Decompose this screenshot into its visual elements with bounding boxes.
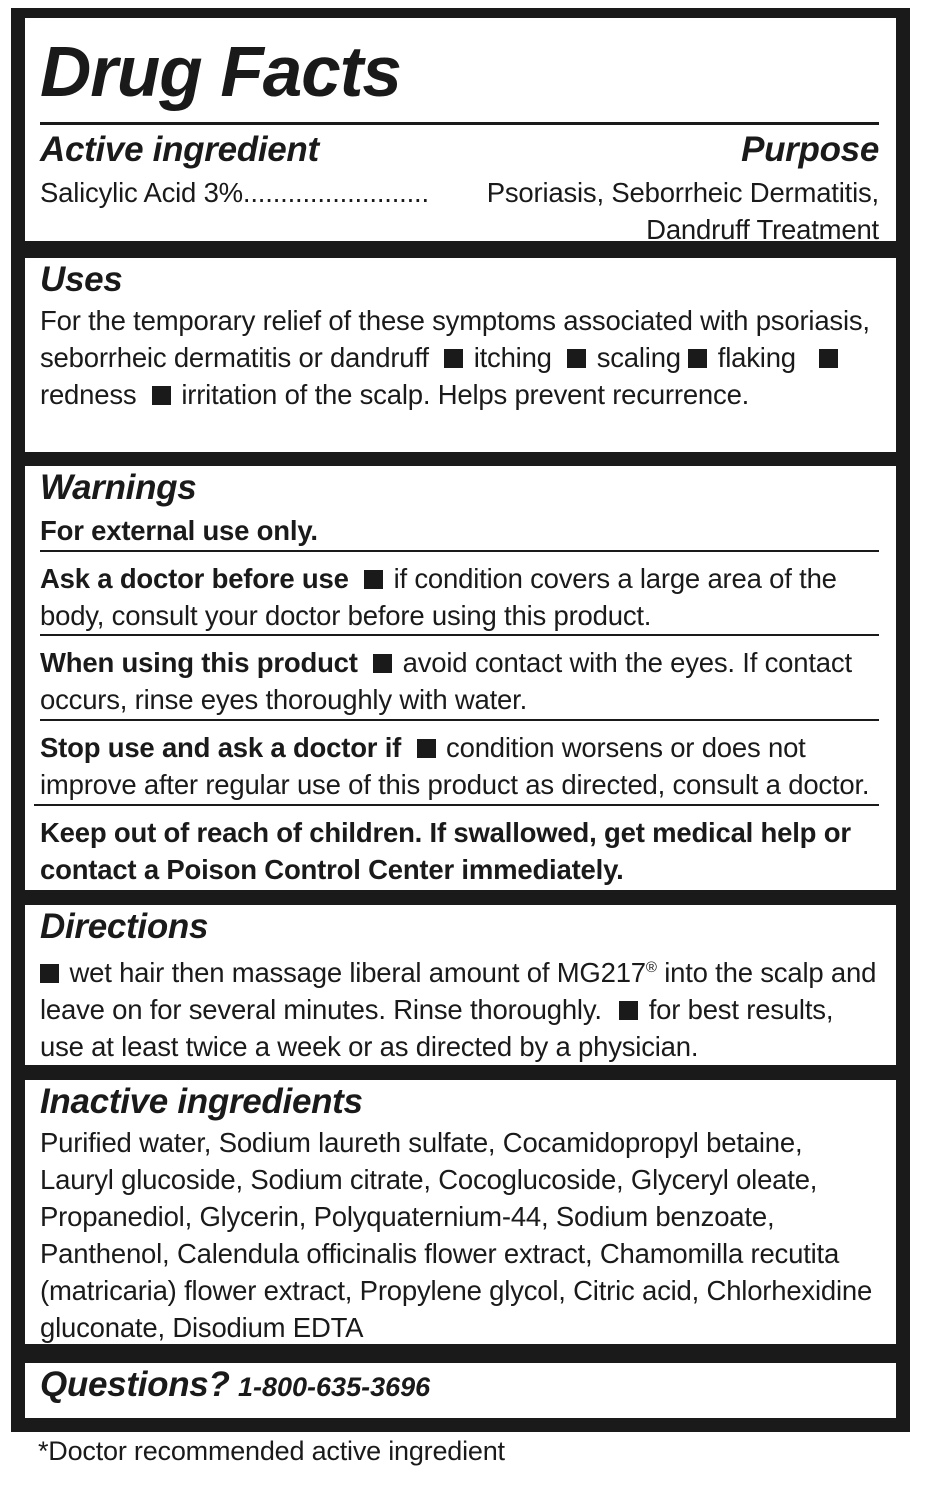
uses-section bbox=[25, 258, 896, 452]
uses-text bbox=[40, 302, 879, 413]
when-using-label: When using this product bbox=[40, 647, 358, 678]
active-ingredient-heading: Active ingredient bbox=[40, 130, 319, 169]
questions-heading: Questions? bbox=[40, 1365, 230, 1404]
bullet-square-icon bbox=[40, 964, 59, 983]
stop-use-block bbox=[40, 729, 879, 803]
keep-out-text: Keep out of reach of children. If swallowed, get medical help or contact a Poison Control Center immediately. bbox=[40, 817, 851, 885]
drug-facts-panel bbox=[11, 8, 910, 1432]
directions-text bbox=[40, 949, 879, 1065]
bullet-square-icon bbox=[152, 386, 171, 405]
ask-doctor-text: if condition covers a large area of the body, consult your doctor before using this product. bbox=[40, 563, 837, 631]
active-ingredient-name: Salicylic Acid 3%......................... bbox=[40, 177, 429, 208]
uses-item: irritation of the scalp. Helps prevent recurrence. bbox=[181, 379, 750, 410]
bullet-square-icon bbox=[688, 349, 707, 368]
bullet-square-icon bbox=[819, 349, 838, 368]
when-using-text: avoid contact with the eyes. If contact occurs, rinse eyes thoroughly with water. bbox=[40, 647, 852, 715]
footnote: *Doctor recommended active ingredient bbox=[38, 1436, 505, 1466]
external-use-text: For external use only. bbox=[40, 515, 318, 546]
uses-heading: Uses bbox=[40, 260, 123, 299]
bullet-square-icon bbox=[417, 739, 436, 758]
divider bbox=[34, 804, 879, 806]
inactive-ingredients-section bbox=[25, 1080, 896, 1344]
bullet-square-icon bbox=[444, 349, 463, 368]
bullet-square-icon bbox=[567, 349, 586, 368]
uses-intro: For the temporary relief of these symptoms associated with psoriasis, seborrheic dermatitis or dandruff bbox=[40, 305, 870, 373]
purpose-heading: Purpose bbox=[741, 130, 879, 169]
divider bbox=[40, 719, 879, 721]
inactive-ingredients-heading: Inactive ingredients bbox=[40, 1082, 363, 1121]
uses-item: scaling bbox=[596, 342, 681, 373]
page-title: Drug Facts bbox=[40, 33, 401, 112]
bullet-square-icon bbox=[364, 570, 383, 589]
uses-item: flaking bbox=[717, 342, 796, 373]
uses-item: itching bbox=[473, 342, 552, 373]
purpose-line-1: Psoriasis, Seborrheic Dermatitis, bbox=[486, 177, 879, 208]
title-divider bbox=[40, 122, 879, 125]
directions-item-1: wet hair then massage liberal amount of MG217 bbox=[69, 957, 646, 988]
uses-item: redness bbox=[40, 379, 137, 410]
warnings-heading: Warnings bbox=[40, 468, 197, 507]
directions-item-2: for best results, use at least twice a week or as directed by a physician. bbox=[40, 994, 834, 1062]
bullet-square-icon bbox=[373, 654, 392, 673]
ask-doctor-block bbox=[40, 560, 879, 634]
questions-row bbox=[40, 1365, 879, 1405]
divider bbox=[40, 634, 879, 636]
registered-mark: ® bbox=[645, 959, 657, 976]
questions-section bbox=[25, 1363, 896, 1418]
directions-heading: Directions bbox=[40, 907, 209, 946]
divider bbox=[40, 550, 879, 552]
directions-item-1-cont: into the scalp and leave on for several minutes. Rinse thoroughly. bbox=[40, 957, 877, 1025]
stop-use-text: condition worsens or does not improve after regular use of this product as directed, consult a doctor. bbox=[40, 732, 870, 800]
active-header-row bbox=[40, 130, 879, 170]
questions-phone: 1-800-635-3696 bbox=[237, 1372, 431, 1402]
stop-use-label: Stop use and ask a doctor if bbox=[40, 732, 402, 763]
bullet-square-icon bbox=[619, 1001, 638, 1020]
ask-doctor-label: Ask a doctor before use bbox=[40, 563, 349, 594]
inactive-ingredients-text: Purified water, Sodium laureth sulfate, Cocamidopropyl betaine, Lauryl glucoside, Sodium citrate, Cocoglucoside, Glyceryl oleate, Propanediol, Glycerin, Polyquaternium-44, Sodium benzoate, Panthenol, Calendula officinalis flower extract, Chamomilla recutita (matricaria) flower extract, Propylene glycol, Citric acid, Chlorhexidine gluconate, Disodium EDTA bbox=[40, 1127, 873, 1343]
purpose-line-2: Dandruff Treatment bbox=[646, 214, 879, 245]
active-ingredient-line bbox=[40, 174, 879, 248]
when-using-block bbox=[40, 644, 879, 718]
active-ingredient-section bbox=[25, 18, 896, 245]
directions-section bbox=[25, 905, 896, 1065]
warnings-section bbox=[25, 466, 896, 890]
